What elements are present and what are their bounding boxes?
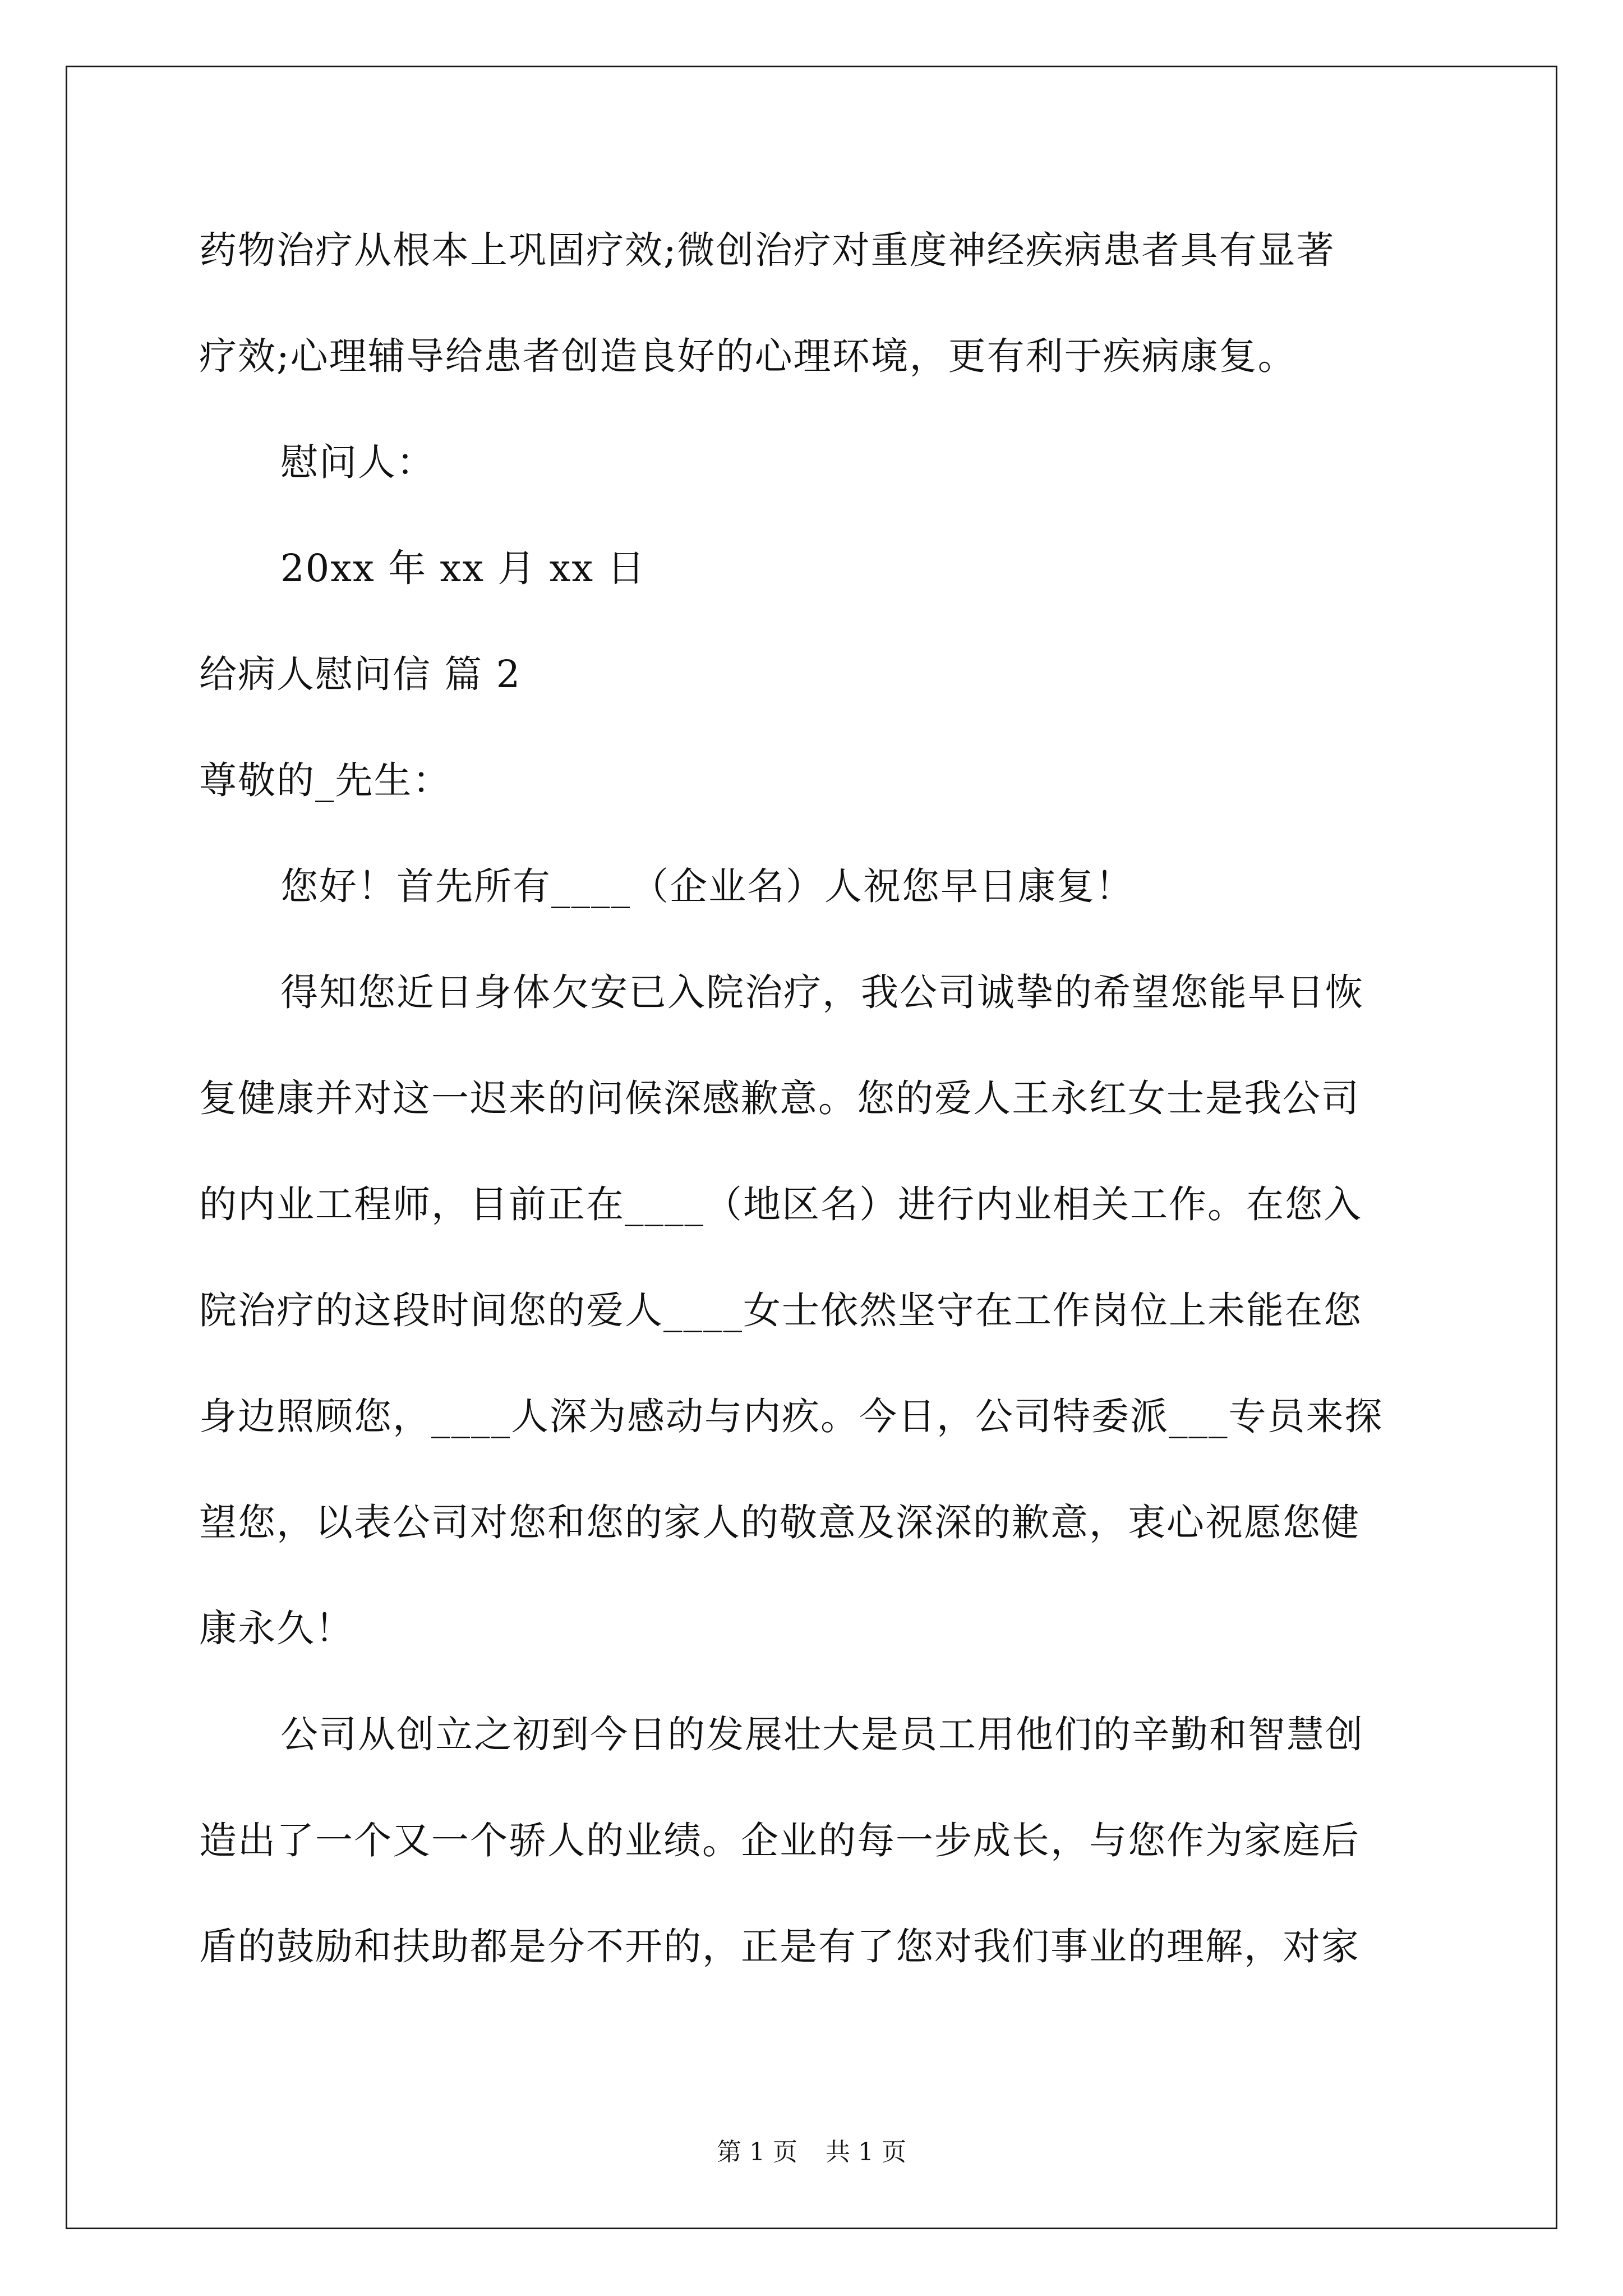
signature-label: 慰问人： [280, 440, 435, 484]
text-line: 疗效;心理辅导给患者创造良好的心理环境，更有利于疾病康复。 [199, 334, 1297, 378]
page-total: 共 1 页 [826, 2138, 906, 2166]
page-footer [0, 2132, 1623, 2168]
text-line: 得知您近日身体欠安已入院治疗，我公司诚挚的希望您能早日恢 [280, 970, 1364, 1014]
greeting-paragraph: 您好！首先所有____（企业名）人祝您早日康复！ [280, 864, 1134, 908]
text-line: 药物治疗从根本上巩固疗效;微创治疗对重度神经疾病患者具有显著 [199, 228, 1335, 272]
section-heading: 给病人慰问信 篇 2 [199, 652, 522, 696]
text-line: 造出了一个又一个骄人的业绩。企业的每一步成长，与您作为家庭后 [199, 1819, 1360, 1862]
text-line: 的内业工程师，目前正在____（地区名）进行内业相关工作。在您入 [199, 1182, 1362, 1226]
text-line: 复健康并对这一迟来的问候深感歉意。您的爱人王永红女士是我公司 [199, 1076, 1360, 1120]
text-line: 公司从创立之初到今日的发展壮大是员工用他们的辛勤和智慧创 [280, 1713, 1364, 1756]
date-line: 20xx 年 xx 月 xx 日 [280, 546, 646, 590]
page-number: 第 1 页 [717, 2138, 797, 2166]
salutation: 尊敬的_先生： [199, 758, 451, 802]
text-line: 望您，以表公司对您和您的家人的敬意及深深的歉意，衷心祝愿您健 [199, 1501, 1360, 1544]
text-line: 康永久！ [199, 1607, 354, 1650]
letter-body [199, 197, 1427, 2000]
text-line: 身边照顾您，____人深为感动与内疚。今日，公司特委派___专员来探 [199, 1395, 1384, 1438]
text-line: 院治疗的这段时间您的爱人____女士依然坚守在工作岗位上未能在您 [199, 1289, 1362, 1332]
text-line: 盾的鼓励和扶助都是分不开的，正是有了您对我们事业的理解，对家 [199, 1925, 1360, 1968]
